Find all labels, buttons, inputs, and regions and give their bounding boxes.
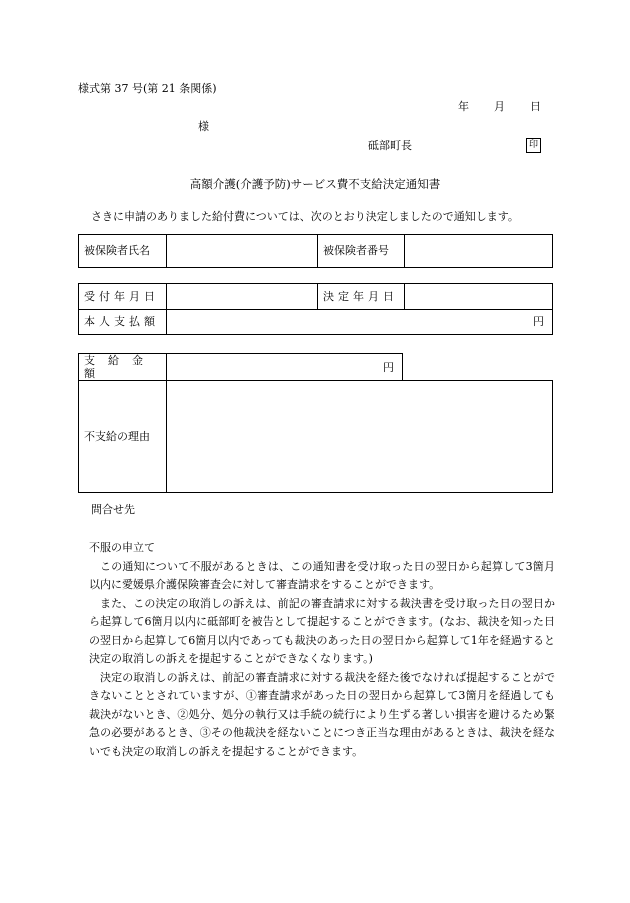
page-title: 高額介護(介護予防)サービス費不支給決定通知書 — [189, 177, 441, 191]
insured-table — [78, 234, 553, 268]
insured-number-field[interactable] — [405, 235, 553, 268]
received-date-field[interactable] — [167, 284, 318, 310]
addressee-suffix: 様 — [198, 120, 209, 133]
contact-label: 問合せ先 — [91, 503, 135, 516]
nonpayment-reason-field[interactable] — [167, 381, 553, 493]
payment-amount-field[interactable]: 円 — [167, 354, 403, 381]
self-paid-label: 本人支払額 — [79, 310, 167, 335]
seal-mark: 印 — [526, 138, 541, 153]
insured-name-label: 被保険者氏名 — [79, 235, 167, 268]
date-day: 日 — [530, 100, 541, 113]
insured-number-label: 被保険者番号 — [318, 235, 405, 268]
received-date-label: 受付年月日 — [79, 284, 167, 310]
date-year: 年 — [458, 100, 469, 113]
payment-table — [78, 353, 553, 493]
insured-name-field[interactable] — [167, 235, 318, 268]
objection-paragraph: この通知について不服があるときは、この通知書を受け取った日の翌日から起算して3箇月以内に愛媛県介護保険審査会に対して審査請求をすることができます。 — [89, 559, 555, 591]
decision-date-field[interactable] — [405, 284, 553, 310]
issuer: 砥部町長 — [368, 139, 412, 152]
date-month: 月 — [494, 100, 505, 113]
objection-paragraph: また、この決定の取消しの訴えは、前記の審査請求に対する裁決書を受け取った日の翌日から起算して6箇月以内に砥部町を被告として提起することができます。(なお、裁決を知った日の翌日から起算して6箇月以内であっても裁決のあった日の翌日から起算して1年を経過すると決定の取消しの訴えを提起することができなくなります。) — [89, 596, 555, 665]
payment-amount-label: 支給金額 — [79, 354, 167, 381]
date-table — [78, 283, 553, 335]
form-number: 様式第 37 号(第 21 条関係) — [78, 82, 217, 95]
decision-date-label: 決定年月日 — [318, 284, 405, 310]
self-paid-field[interactable]: 円 — [167, 310, 553, 335]
nonpayment-reason-label: 不支給の理由 — [79, 381, 167, 493]
objection-notice — [89, 539, 555, 761]
objection-paragraph: 決定の取消しの訴えは、前記の審査請求に対する裁決を経た後でなければ提起することができないこととされていますが、①審査請求があった日の翌日から起算して3箇月を経過しても裁決がないとき、②処分、処分の執行又は手続の続行により生ずる著しい損害を避けるため緊急の必要があるとき、③その他裁決を経ないことにつき正当な理由があるときは、裁決を経ないでも決定の取消しの訴えを提起することができます。 — [89, 670, 555, 758]
intro-text: さきに申請のありました給付費については、次のとおり決定しましたので通知します。 — [91, 210, 519, 223]
blank-cell — [403, 354, 553, 381]
objection-heading: 不服の申立て — [89, 541, 155, 554]
